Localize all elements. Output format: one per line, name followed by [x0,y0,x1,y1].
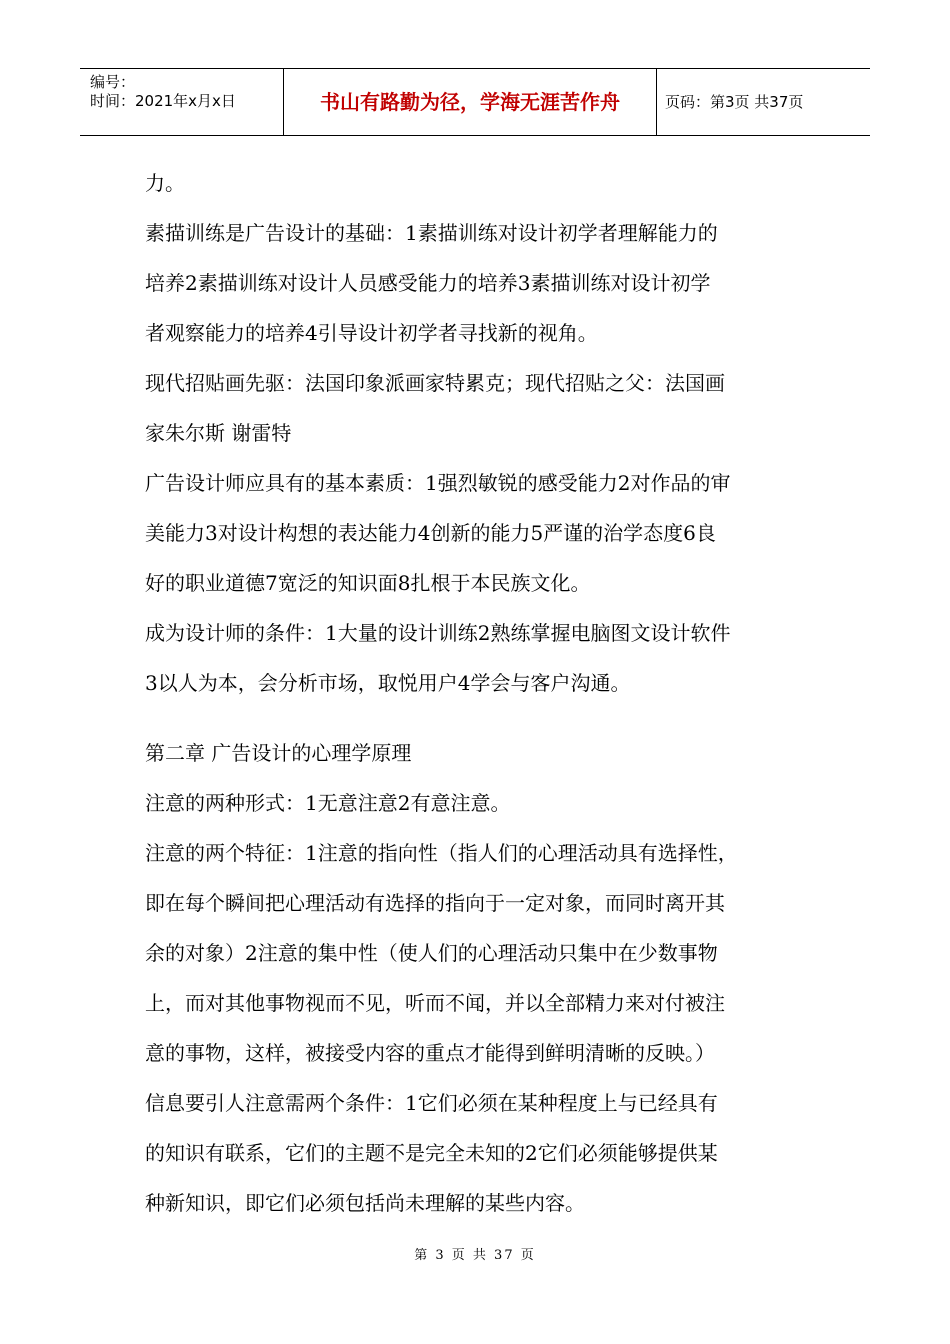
body-line: 广告设计师应具有的基本素质：1强烈敏锐的感受能力2对作品的审 [145,471,731,495]
body-line: 素描训练是广告设计的基础：1素描训练对设计初学者理解能力的 [145,221,718,245]
body-line: 者观察能力的培养4引导设计初学者寻找新的视角。 [145,321,598,345]
body-line: 培养2素描训练对设计人员感受能力的培养3素描训练对设计初学 [145,271,711,295]
body-line: 家朱尔斯 谢雷特 [145,421,292,445]
body-line: 好的职业道德7宽泛的知识面8扎根于本民族文化。 [145,571,591,595]
body-line: 3以人为本，会分析市场，取悦用户4学会与客户沟通。 [145,671,631,695]
body-line: 力。 [145,171,185,195]
body-line: 种新知识，即它们必须包括尚未理解的某些内容。 [145,1191,585,1215]
body-line: 信息要引人注意需两个条件：1它们必须在某种程度上与已经具有 [145,1091,718,1115]
page-footer: 第 3 页 共 37 页 [414,1248,536,1263]
header-page-number: 页码：第3页 共37页 [665,93,804,111]
body-line: 即在每个瞬间把心理活动有选择的指向于一定对象，而同时离开其 [145,891,725,915]
body-line: 美能力3对设计构想的表达能力4创新的能力5严谨的治学态度6良 [145,521,716,545]
body-line: 余的对象）2注意的集中性（使人们的心理活动只集中在少数事物 [145,941,718,965]
page-header [80,68,870,136]
header-meta [80,69,283,135]
document-number: 编号： [90,73,136,91]
document-body [145,158,817,1228]
body-line: 意的事物，这样，被接受内容的重点才能得到鲜明清晰的反映。） [145,1041,715,1065]
body-line: 的知识有联系，它们的主题不是完全未知的2它们必须能够提供某 [145,1141,718,1165]
header-motto: 书山有路勤为径，学海无涯苦作舟 [283,69,657,135]
body-line: 注意的两种形式：1无意注意2有意注意。 [145,791,511,815]
body-line: 成为设计师的条件：1大量的设计训练2熟练掌握电脑图文设计软件 [145,621,731,645]
document-date: 时间：2021年x月x日 [90,92,236,110]
body-line: 上，而对其他事物视而不见，听而不闻，并以全部精力来对付被注 [145,991,725,1015]
chapter-heading: 第二章 广告设计的心理学原理 [145,741,412,765]
body-line: 现代招贴画先驱：法国印象派画家特累克；现代招贴之父：法国画 [145,371,725,395]
body-line: 注意的两个特征：1注意的指向性（指人们的心理活动具有选择性， [145,841,738,865]
